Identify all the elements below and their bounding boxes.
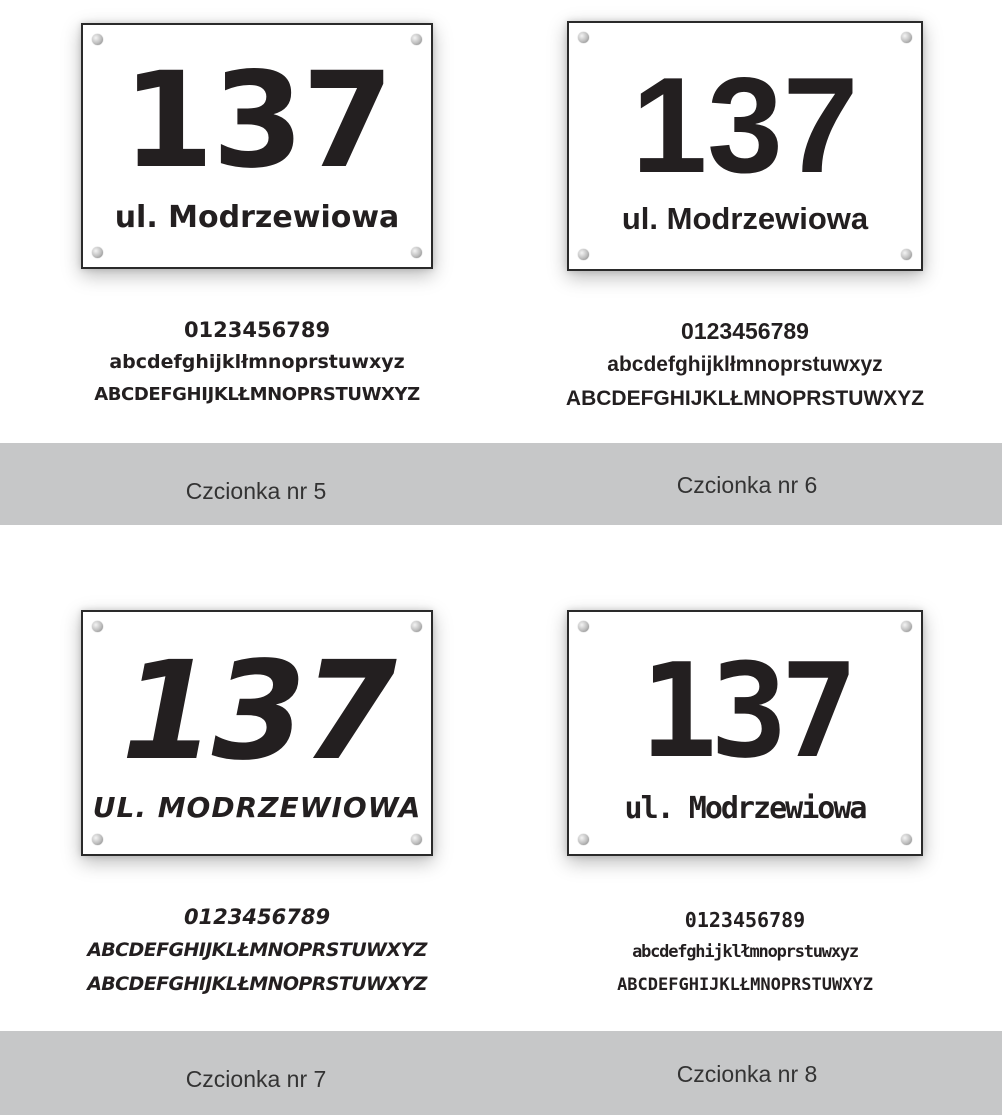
screw-icon [901,249,912,260]
sample-digits: 0123456789 [681,318,809,344]
screw-icon [411,834,422,845]
street-name: ul. Modrzewiowa [624,791,866,826]
sample-lowercase: abcdefghijklłmnoprstuwxyz [607,353,883,376]
screw-icon [92,34,103,45]
street-name: ul. Modrzewiowa [114,200,400,235]
sample-uppercase: ABCDEFGHIJKLŁMNOPRSTUWXYZ [94,384,420,405]
sample-digits: 0123456789 [183,318,331,342]
screw-icon [578,621,589,632]
screw-icon [92,247,103,258]
screw-icon [901,32,912,43]
screw-icon [901,834,912,845]
sample-lowercase: abcdefghijklłmnoprstuwxyz [109,351,405,373]
screw-icon [411,34,422,45]
sample-uppercase-1: ABCDEFGHIJKLŁMNOPRSTUWXYZ [87,939,427,961]
sample-lowercase: abcdefghijklłmnoprstuwxyz [632,942,858,962]
font-caption: Czcionka nr 5 [185,478,327,504]
sample-uppercase: ABCDEFGHIJKLŁMNOPRSTUWXYZ [617,975,873,995]
sample-digits: 0123456789 [684,908,806,932]
sample-digits: 0123456789 [183,905,331,929]
sign-plate-font-7 [81,610,433,856]
sign-plate-font-8 [567,610,923,856]
street-name: ul. Modrzewiowa [621,201,869,236]
sign-plate-font-5 [81,23,433,269]
screw-icon [411,621,422,632]
font-caption: Czcionka nr 8 [676,1061,818,1087]
screw-icon [578,834,589,845]
house-number: 137 [639,635,851,787]
sign-plate-font-6 [567,21,923,271]
sample-uppercase-2: ABCDEFGHIJKLŁMNOPRSTUWXYZ [87,973,427,995]
house-number: 137 [121,633,393,791]
screw-icon [578,249,589,260]
screw-icon [92,834,103,845]
house-number: 137 [631,49,859,201]
screw-icon [92,621,103,632]
street-name: UL. MODRZEWIOWA [92,791,422,824]
screw-icon [901,621,912,632]
screw-icon [578,32,589,43]
house-number: 137 [122,44,392,198]
font-caption: Czcionka nr 6 [676,472,818,498]
font-caption: Czcionka nr 7 [185,1066,327,1092]
screw-icon [411,247,422,258]
sample-uppercase: ABCDEFGHIJKLŁMNOPRSTUWXYZ [565,387,925,410]
